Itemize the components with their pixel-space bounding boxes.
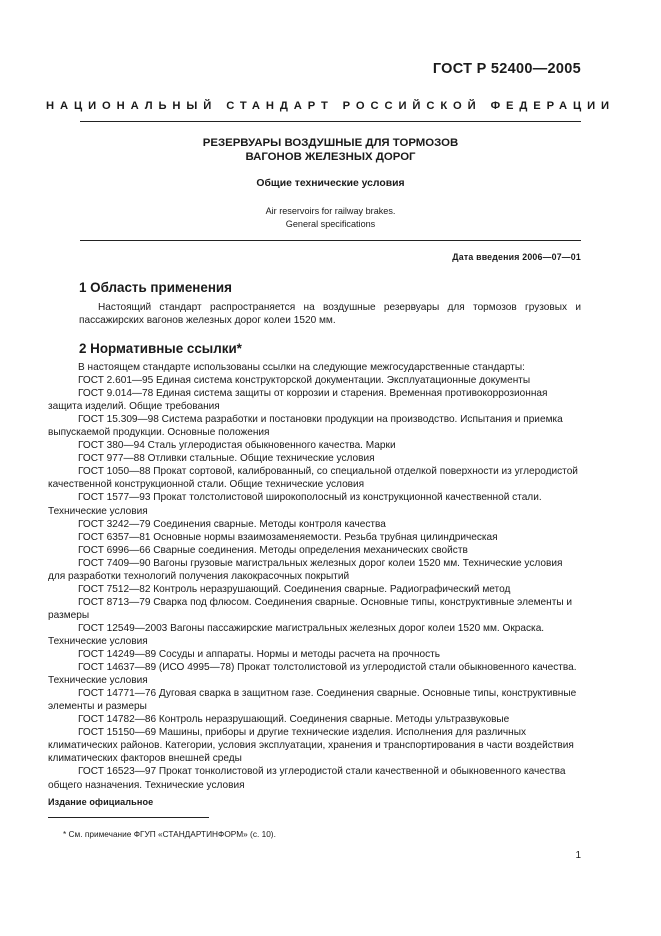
footnote: * См. примечание ФГУП «СТАНДАРТИНФОРМ» (с. 10). xyxy=(63,829,276,839)
reference-item: ГОСТ 1050—88 Прокат сортовой, калиброванный, со специальной отделкой поверхности из углеродистой качественной конструкционной стали. Общие технические условия xyxy=(48,466,578,491)
reference-item: ГОСТ 15.309—98 Система разработки и постановки продукции на производство. Испытания и приемка выпускаемой продукции. Основные положения xyxy=(48,414,563,439)
reference-item: ГОСТ 8713—79 Сварка под флюсом. Соединения сварные. Основные типы, конструктивные элементы и размеры xyxy=(48,596,573,621)
introduction-date: Дата введения 2006—07—01 xyxy=(452,252,581,262)
document-code: ГОСТ Р 52400—2005 xyxy=(432,61,581,77)
reference-item: ГОСТ 14782—86 Контроль неразрушающий. Соединения сварные. Методы ультразвуковые xyxy=(78,714,510,726)
reference-item: ГОСТ 2.601—95 Единая система конструкторской документации. Эксплуатационные документы xyxy=(78,375,531,387)
section-2-heading: 2 Нормативные ссылки* xyxy=(79,341,242,356)
reference-item: ГОСТ 14637—89 (ИСО 4995—78) Прокат толстолистовой из углеродистой стали обыкновенного качества. Технические условия xyxy=(48,662,577,687)
document-title xyxy=(0,137,661,164)
reference-item: ГОСТ 3242—79 Соединения сварные. Методы контроля качества xyxy=(78,518,386,530)
title-line-2: ВАГОНОВ ЖЕЛЕЗНЫХ ДОРОГ xyxy=(245,150,416,163)
section-1-paragraph xyxy=(79,301,581,328)
references-intro: В настоящем стандарте использованы ссылки на следующие межгосударственные стандарты: xyxy=(78,362,525,373)
page-number: 1 xyxy=(575,850,581,861)
title-line-1: РЕЗЕРВУАРЫ ВОЗДУШНЫЕ ДЛЯ ТОРМОЗОВ xyxy=(202,137,459,149)
reference-item: ГОСТ 15150—69 Машины, приборы и другие технические изделия. Исполнения для различных климатических районов. Категории, условия эксплуатации, хранения и транспортирования в части воздействия климатических факторов внешней среды xyxy=(48,727,574,765)
reference-item: ГОСТ 977—88 Отливки стальные. Общие технические условия xyxy=(78,453,375,465)
national-standard-banner: НАЦИОНАЛЬНЫЙ СТАНДАРТ РОССИЙСКОЙ ФЕДЕРАЦИИ xyxy=(46,100,615,112)
reference-item: ГОСТ 1577—93 Прокат толстолистовой широкополосный из конструкционной качественной стали. Технические условия xyxy=(48,492,542,517)
reference-item: ГОСТ 380—94 Сталь углеродистая обыкновенного качества. Марки xyxy=(78,440,396,452)
english-title xyxy=(0,205,661,230)
reference-item: ГОСТ 12549—2003 Вагоны пассажирские магистральных железных дорог колеи 1520 мм. Окраска. Технические условия xyxy=(48,622,545,647)
header-divider xyxy=(80,121,581,122)
official-edition-label: Издание официальное xyxy=(48,797,154,807)
references-list xyxy=(48,361,581,792)
reference-item: ГОСТ 9.014—78 Единая система защиты от коррозии и старения. Временная противокоррозионная защита изделий. Общие требования xyxy=(48,388,548,413)
section-1-text: Настоящий стандарт распространяется на воздушные резервуары для тормозов грузовых и пассажирских вагонов железных дорог колеи 1520 мм. xyxy=(79,302,581,327)
footnote-divider xyxy=(48,817,209,818)
reference-item: ГОСТ 16523—97 Прокат тонколистовой из углеродистой стали качественной и обыкновенного качества общего назначения. Технические условия xyxy=(48,766,566,791)
reference-item: ГОСТ 7409—90 Вагоны грузовые магистральных железных дорог колеи 1520 мм. Технические условия для разработки технологий получения лакокрасочных покрытий xyxy=(48,557,563,582)
section-1-heading: 1 Область применения xyxy=(79,280,232,295)
reference-item: ГОСТ 6996—66 Сварные соединения. Методы определения механических свойств xyxy=(78,544,468,556)
title-divider xyxy=(80,240,581,241)
english-title-line-1: Air reservoirs for railway brakes. xyxy=(265,206,396,216)
reference-item: ГОСТ 14249—89 Сосуды и аппараты. Нормы и методы расчета на прочность xyxy=(78,649,441,661)
document-subtitle: Общие технические условия xyxy=(256,178,405,189)
english-title-line-2: General specifications xyxy=(285,218,376,229)
reference-item: ГОСТ 7512—82 Контроль неразрушающий. Соединения сварные. Радиографический метод xyxy=(78,583,511,595)
reference-item: ГОСТ 6357—81 Основные нормы взаимозаменяемости. Резьба трубная цилиндрическая xyxy=(78,531,498,543)
reference-item: ГОСТ 14771—76 Дуговая сварка в защитном газе. Соединения сварные. Основные типы, конструктивные элементы и размеры xyxy=(48,688,577,713)
